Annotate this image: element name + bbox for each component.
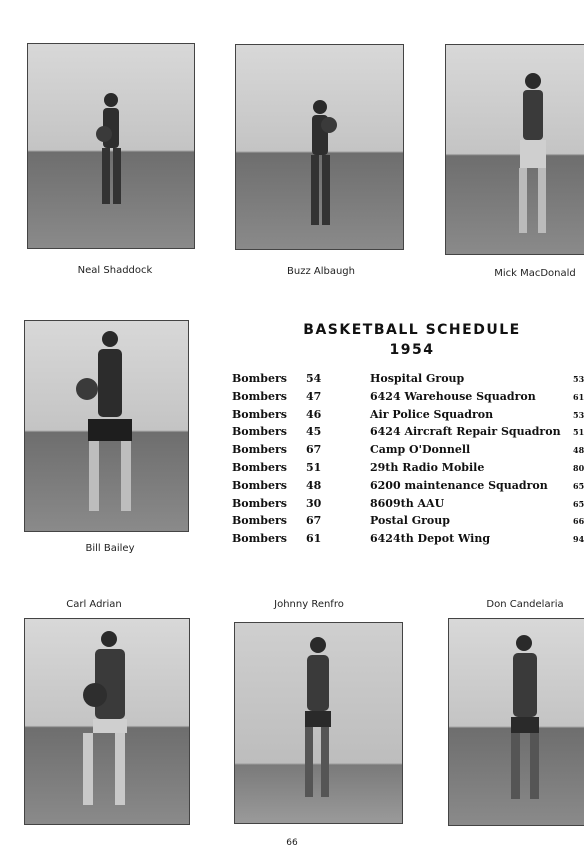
caption-bill-bailey: Bill Bailey bbox=[85, 543, 135, 554]
caption-carl-adrian: Carl Adrian bbox=[66, 599, 122, 610]
schedule-row: Bombers 51 29th Radio Mobile 80 bbox=[232, 460, 584, 474]
schedule-row: Bombers 48 6200 maintenance Squadron 65 bbox=[232, 478, 584, 492]
photo-bill-bailey bbox=[24, 320, 189, 532]
schedule-row: Bombers 67 Camp O'Donnell 48 bbox=[232, 443, 584, 457]
player-silhouette bbox=[25, 321, 188, 531]
schedule-row: Bombers 67 Postal Group 66 bbox=[232, 514, 584, 528]
caption-buzz-albaugh: Buzz Albaugh bbox=[287, 266, 355, 277]
schedule-row: Bombers 30 8609th AAU 65 bbox=[232, 496, 584, 510]
photo-johnny-renfro bbox=[234, 622, 403, 824]
photo-mick-macdonald bbox=[445, 44, 584, 255]
player-silhouette bbox=[235, 623, 402, 823]
player-silhouette bbox=[28, 44, 194, 248]
schedule-row: Bombers 45 6424 Aircraft Repair Squadron 51 bbox=[232, 425, 584, 439]
schedule-row: Bombers 47 6424 Warehouse Squadron 61 bbox=[232, 389, 584, 403]
photo-neal-shaddock bbox=[27, 43, 195, 249]
caption-don-candelaria: Don Candelaria bbox=[486, 599, 564, 610]
schedule-table bbox=[232, 372, 584, 550]
photo-buzz-albaugh bbox=[235, 44, 404, 250]
player-silhouette bbox=[236, 45, 403, 249]
caption-neal-shaddock: Neal Shaddock bbox=[77, 265, 153, 276]
page-number: 66 bbox=[286, 838, 298, 848]
player-silhouette bbox=[25, 619, 189, 824]
schedule-row: Bombers 61 6424th Depot Wing 94 bbox=[232, 532, 584, 546]
schedule-year: 1954 bbox=[389, 342, 435, 358]
player-silhouette bbox=[446, 45, 584, 254]
photo-don-candelaria bbox=[448, 618, 584, 826]
schedule-row: Bombers 46 Air Police Squadron 53 bbox=[232, 407, 584, 421]
caption-johnny-renfro: Johnny Renfro bbox=[274, 599, 344, 610]
schedule-title: BASKETBALL SCHEDULE bbox=[303, 322, 521, 338]
schedule-row: Bombers 54 Hospital Group 53 bbox=[232, 372, 584, 385]
photo-carl-adrian bbox=[24, 618, 190, 825]
caption-mick-macdonald: Mick MacDonald bbox=[494, 268, 576, 279]
player-silhouette bbox=[449, 619, 584, 825]
